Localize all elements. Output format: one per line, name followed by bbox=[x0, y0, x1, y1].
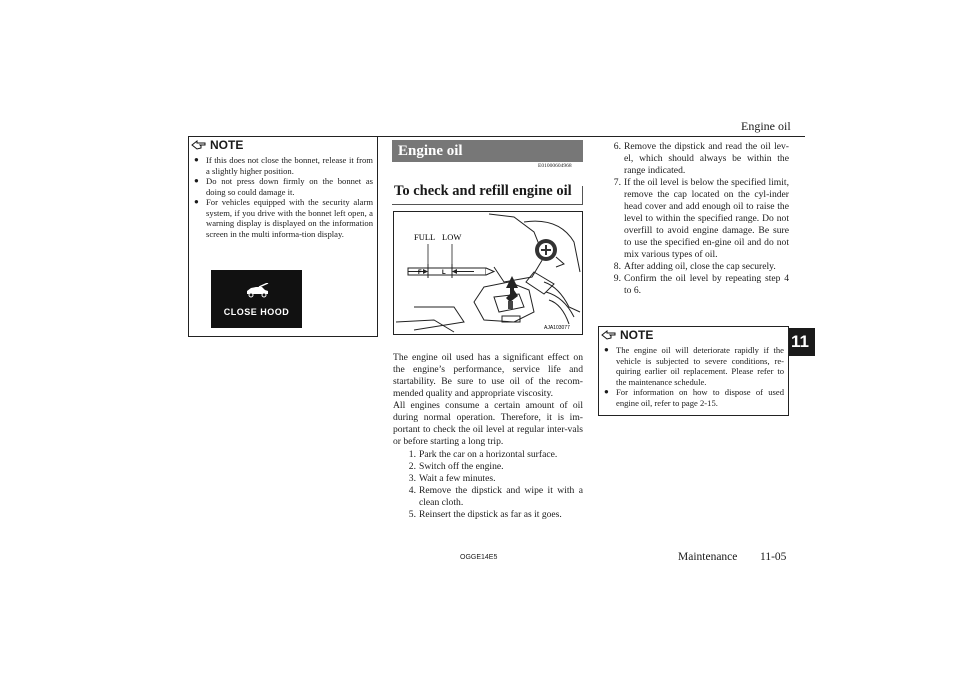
intro-text bbox=[393, 352, 583, 448]
running-header-title: Engine oil bbox=[741, 119, 791, 133]
figure-label-low: LOW bbox=[442, 232, 462, 242]
chapter-tab: 11 bbox=[785, 328, 815, 356]
step-item: 1. Park the car on a horizontal surface. bbox=[408, 449, 558, 460]
note-item: ● Do not press down firmly on the bonnet as doing so could damage it. bbox=[193, 176, 373, 197]
pointing-hand-icon bbox=[191, 139, 207, 151]
pointing-hand-icon bbox=[601, 329, 617, 341]
note-list bbox=[189, 155, 377, 239]
section-code: E01000604968 bbox=[538, 163, 572, 169]
figure-label-full: FULL bbox=[414, 232, 436, 242]
procedure-steps-1 bbox=[393, 449, 583, 521]
step-item: 6. Remove the dipstick and read the oil lev-el, which should always be within the range indicated. bbox=[613, 141, 789, 176]
note-label: NOTE bbox=[620, 328, 654, 342]
footer-doc-code: OGGE14E5 bbox=[460, 554, 498, 561]
step-item: 7. If the oil level is below the specified limit, remove the cap located on the cyl-inder head cover and add enough oil to raise the level to within the specified range. Do not overfill to avoid engine damage. Be sure to use the specified en-gine oil and do not mix various types of oil. bbox=[613, 177, 789, 260]
note-list bbox=[599, 345, 788, 408]
figure-code: AJA103077 bbox=[544, 325, 570, 331]
section-title-bar: Engine oil bbox=[392, 140, 583, 162]
subheading: To check and refill engine oil bbox=[394, 183, 572, 199]
subheading-rule bbox=[392, 204, 583, 205]
note-item: ● For information on how to dispose of used engine oil, refer to page 2-15. bbox=[603, 387, 784, 408]
step-item: 8. After adding oil, close the cap securely. bbox=[613, 261, 776, 272]
step-item: 5. Reinsert the dipstick as far as it goes. bbox=[408, 509, 562, 520]
footer-page-number: 11-05 bbox=[760, 551, 787, 563]
footer-section: Maintenance bbox=[678, 551, 738, 563]
step-item: 9. Confirm the oil level by repeating step 4 to 6. bbox=[613, 273, 789, 296]
intro-paragraph-2: All engines consume a certain amount of oil during normal operation. Therefore, it is im-portant to check the oil level at regular inter-vals or before starting a long trip. bbox=[393, 400, 583, 447]
note-box-oil bbox=[598, 326, 789, 416]
note-header bbox=[189, 137, 377, 153]
step-item: 3. Wait a few minutes. bbox=[408, 473, 496, 484]
note-header bbox=[599, 327, 788, 343]
subheading-rule-vertical bbox=[582, 186, 583, 204]
step-item: 2. Switch off the engine. bbox=[408, 461, 504, 472]
note-label: NOTE bbox=[210, 138, 244, 152]
close-hood-text: CLOSE HOOD bbox=[223, 307, 290, 317]
intro-paragraph-1: The engine oil used has a significant effect on the engine’s performance, service life and startability. Be sure to use oil of the recom-mended quality and appropriate viscosity. bbox=[393, 352, 583, 399]
note-item: ● If this does not close the bonnet, release it from a slightly higher position. bbox=[193, 155, 373, 176]
engine-bay-illustration bbox=[394, 212, 582, 334]
step-item: 4. Remove the dipstick and wipe it with a clean cloth. bbox=[408, 485, 583, 508]
close-hood-display bbox=[211, 270, 302, 328]
procedure-steps-2 bbox=[605, 141, 789, 297]
engine-oil-figure bbox=[393, 211, 583, 335]
note-item: ● For vehicles equipped with the security alarm system, if you drive with the bonnet left open, a warning display is displayed on the information screen in the multi informa-tion display. bbox=[193, 197, 373, 239]
note-item: ● The engine oil will deteriorate rapidly if the vehicle is subjected to severe conditions, re-quiring earlier oil replacement. Please refer to the maintenance schedule. bbox=[603, 345, 784, 387]
dipstick-l-mark: L bbox=[442, 270, 446, 276]
dipstick-f-mark: F bbox=[418, 270, 422, 276]
note-box-bonnet bbox=[188, 136, 378, 337]
car-hood-open-icon bbox=[244, 283, 270, 299]
